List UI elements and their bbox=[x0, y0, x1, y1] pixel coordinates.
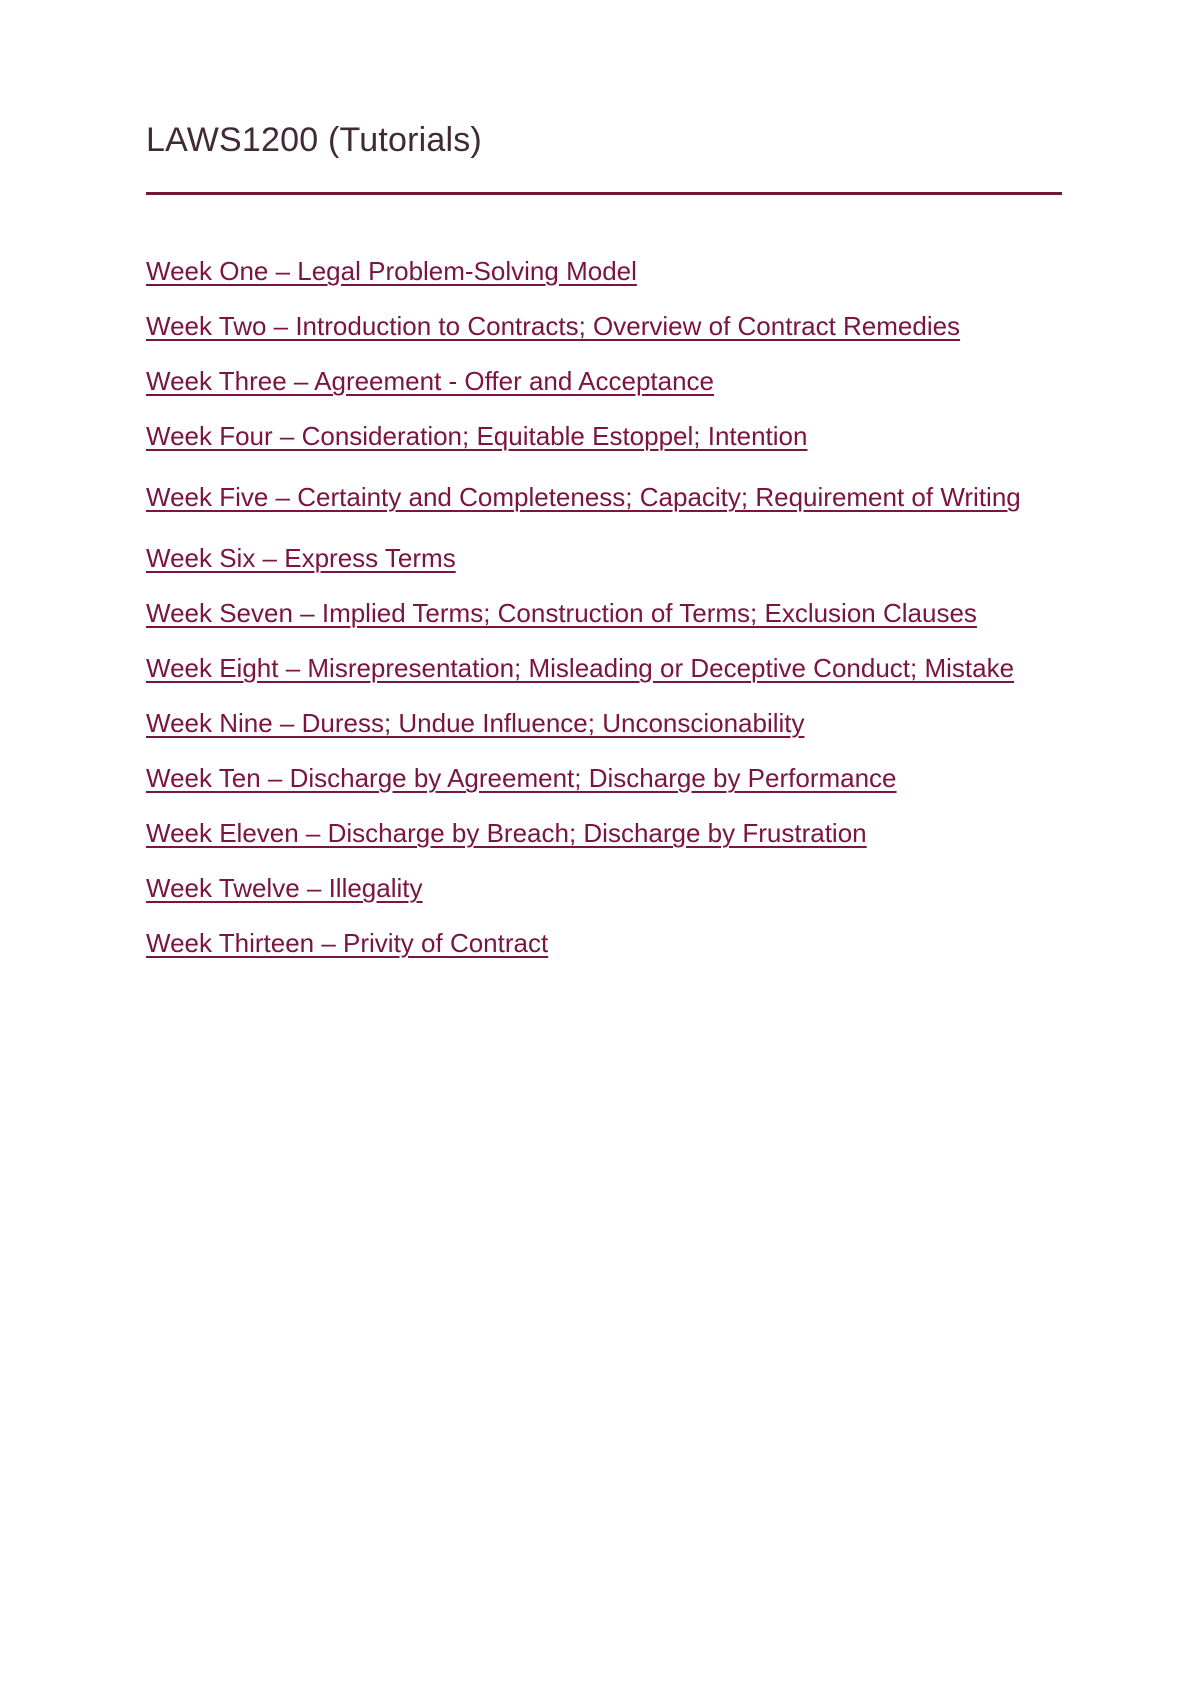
toc-item-week-five bbox=[146, 470, 1056, 525]
title-divider bbox=[146, 192, 1062, 195]
toc-item-week-three bbox=[146, 360, 1056, 403]
toc-link-week-seven[interactable]: Week Seven – Implied Terms; Construction of Terms; Exclusion Clauses bbox=[146, 598, 977, 628]
toc-link-week-twelve[interactable]: Week Twelve – Illegality bbox=[146, 873, 423, 903]
toc-link-week-six[interactable]: Week Six – Express Terms bbox=[146, 543, 456, 573]
toc-link-week-four[interactable]: Week Four – Consideration; Equitable Estoppel; Intention bbox=[146, 421, 808, 451]
toc-link-week-eight[interactable]: Week Eight – Misrepresentation; Misleading or Deceptive Conduct; Mistake bbox=[146, 653, 1015, 683]
toc-item-week-two bbox=[146, 305, 1056, 348]
toc-item-week-eleven bbox=[146, 812, 1056, 855]
toc-item-week-nine bbox=[146, 702, 1056, 745]
toc-item-week-thirteen bbox=[146, 922, 1056, 965]
toc-link-week-one[interactable]: Week One – Legal Problem-Solving Model bbox=[146, 256, 637, 286]
toc-link-week-thirteen[interactable]: Week Thirteen – Privity of Contract bbox=[146, 928, 549, 958]
toc-link-week-nine[interactable]: Week Nine – Duress; Undue Influence; Unconscionability bbox=[146, 708, 805, 738]
toc-link-week-five[interactable]: Week Five – Certainty and Completeness; Capacity; Requirement of Writing bbox=[146, 482, 1021, 512]
toc-item-week-eight bbox=[146, 647, 1056, 690]
toc-item-week-one bbox=[146, 250, 1056, 293]
document-title: LAWS1200 (Tutorials) bbox=[146, 121, 482, 159]
toc-link-week-two[interactable]: Week Two – Introduction to Contracts; Overview of Contract Remedies bbox=[146, 311, 961, 341]
toc-item-week-twelve bbox=[146, 867, 1056, 910]
toc-item-week-four bbox=[146, 415, 1056, 458]
toc-item-week-six bbox=[146, 537, 1056, 580]
toc-item-week-ten bbox=[146, 757, 1056, 800]
toc-item-week-seven bbox=[146, 592, 1056, 635]
toc-link-week-ten[interactable]: Week Ten – Discharge by Agreement; Discharge by Performance bbox=[146, 763, 897, 793]
toc-link-week-eleven[interactable]: Week Eleven – Discharge by Breach; Discharge by Frustration bbox=[146, 818, 867, 848]
toc-link-week-three[interactable]: Week Three – Agreement - Offer and Acceptance bbox=[146, 366, 715, 396]
table-of-contents bbox=[146, 250, 1056, 977]
